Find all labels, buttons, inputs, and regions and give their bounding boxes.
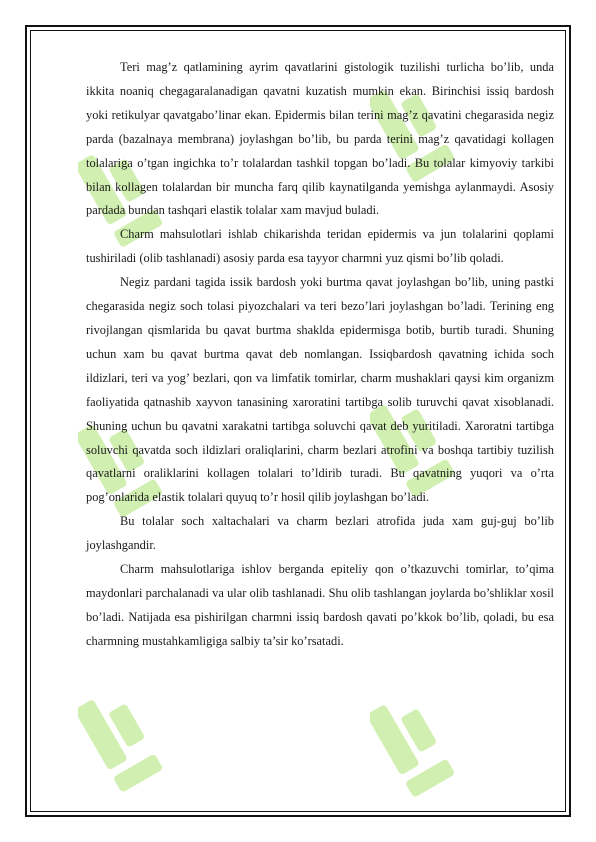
paragraph: Teri mag’z qatlamining ayrim qavatlarini gistologik tuzilishi turlicha bo’lib, unda ikkita noaniq chegagaralanadigan qavatni kuzatish mumkin ekan. Birinchisi issiq bardosh yoki retikulyar qavatgabo’linar ekan. Epidermis bilan terini mag’z qavatini chegarasida negiz parda (bazalnaya membrana) joylashgan bo’lib, bu parda terini mag’z qavatidagi kollagen tolalariga o’tgan ingichka to’r tolalardan tashkil topgan bo’ladi. Bu tolalar kimyoviy tarkibi bilan kollagen tolalardan bir muncha farq qilib kaynatilganda yemishga aylanmaydi. Asosiy pardada bundan tashqari elastik tolalar xam mavjud buladi. xyxy=(86,60,554,218)
watermark-logo-icon xyxy=(78,680,168,810)
document-body xyxy=(86,56,554,654)
paragraph: Negiz pardani tagida issik bardosh yoki burtma qavat joylashgan bo’lib, uning pastki chegarasida negiz soch tolasi piyozchalari va teri bezo’lari joylashgan bo’ladi. Terining eng rivojlangan qismlarida bu qavat burtma shaklda epidermisga botib, burtib turadi. Shuning uchun xam bu qavat burtma qavat deb nomlangan. Issiqbardosh qavatning ichida soch ildizlari, teri va yog’ bezlari, qon va limfatik tomirlar, charm mushaklari qaysi kim organizm faoliyatida qatnashib xayvon tanasining xaroratini tartibga solib turuvchi qavat xisoblanadi. Shuning uchun bu qavatni xarakatni tartibga soluvchi qavat deb yuritiladi. Xaroratni tartibga soluvchi qavatda soch ildizlari oraliqlarini, charm bezlari atrofini va boshqa tartibiy tuzilish qavatlarni oraliklarini kollagen tolalari to’ldirib turadi. Bu qavatning yuqori va o’rta pog’onlarida elastik tolalari quyuq to’r hosil qilib joylashgan bo’ladi. xyxy=(86,275,554,505)
paragraph: Charm mahsulotlariga ishlov berganda epiteliy qon o’tkazuvchi tomirlar, to’qima maydonlari parchalanadi va ular olib tashlanadi. Shu olib tashlangan joylarda bo’shliklar xosil bo’ladi. Natijada esa pishirilgan charmni issiq bardosh qavati po’kkok bo’lib, qoladi, bu esa charmning mustahkamligiga salbiy ta’sir ko’rsatadi. xyxy=(86,562,554,648)
paragraph: Charm mahsulotlari ishlab chikarishda teridan epidermis va jun tolalarini qoplami tushiriladi (olib tashlanadi) asosiy parda esa tayyor charmni yuz qismi bo’lib qoladi. xyxy=(86,227,554,266)
watermark-logo-icon xyxy=(370,685,460,815)
paragraph: Bu tolalar soch xaltachalari va charm bezlari atrofida juda xam guj-guj bo’lib joylashgandir. xyxy=(86,514,554,553)
